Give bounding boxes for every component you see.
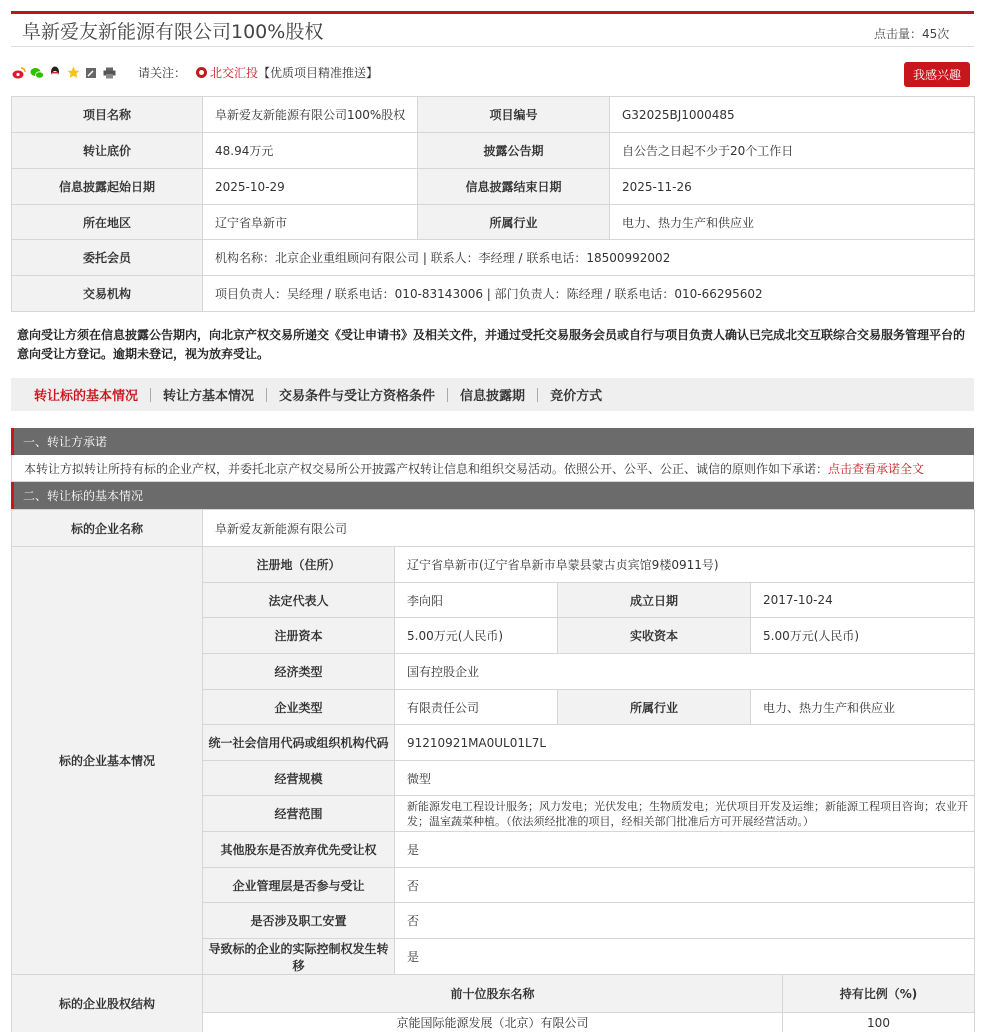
project-name-value: 阜新爱友新能源有限公司100%股权 [203, 97, 418, 133]
tab-target-basic[interactable]: 转让标的基本情况 [34, 389, 139, 404]
trade-org-value: 项目负责人：吴经理 / 联系电话：010-83143006 | 部门负责人：陈经理 / 联系电话：010-66295602 [203, 276, 975, 312]
bjhtou-logo-icon [196, 67, 207, 78]
control-transfer-label: 导致标的企业的实际控制权发生转移 [203, 939, 395, 975]
promise-row [11, 455, 974, 482]
industry-value: 电力、热力生产和供应业 [610, 205, 975, 240]
control-transfer-value: 是 [395, 939, 975, 975]
disclosure-period-label: 披露公告期 [418, 133, 610, 169]
project-name-label: 项目名称 [12, 97, 203, 133]
holding-ratio-header: 持有比例（%) [783, 975, 975, 1013]
star-icon[interactable] [66, 66, 80, 80]
summary-row [12, 276, 975, 312]
brand-link[interactable]: 北交汇投 [210, 66, 259, 80]
waive-preemption-value: 是 [395, 832, 975, 868]
section-title: 一、转让方承诺 [23, 435, 108, 449]
tab-transferor-basic[interactable]: 转让方基本情况 [163, 389, 255, 404]
legal-rep-value: 李向阳 [395, 583, 558, 618]
section-header-promise [11, 428, 974, 455]
company-type-value: 有限责任公司 [395, 690, 558, 725]
edit-icon[interactable] [84, 66, 98, 80]
project-code-value: G32025BJ1000485 [610, 97, 975, 133]
holding-ratio: 100 [783, 1013, 975, 1032]
staff-placement-label: 是否涉及职工安置 [203, 903, 395, 939]
table-row [12, 547, 975, 583]
equity-structure-label: 标的企业股权结构 [12, 975, 203, 1032]
share-bar [12, 64, 378, 81]
legal-rep-label: 法定代表人 [203, 583, 395, 618]
mgmt-participation-value: 否 [395, 868, 975, 903]
section-header-target [11, 482, 974, 509]
reg-capital-label: 注册资本 [203, 618, 395, 654]
summary-row [12, 133, 975, 169]
scale-label: 经营规模 [203, 761, 395, 796]
credit-code-label: 统一社会信用代码或组织机构代码 [203, 725, 395, 761]
company-name-value: 阜新爱友新能源有限公司 [203, 510, 975, 547]
promise-full-text-link[interactable]: 点击查看承诺全文 [828, 461, 925, 476]
credit-code-value: 91210921MA0UL01L7L [395, 725, 975, 761]
disclosure-start-value: 2025-10-29 [203, 169, 418, 205]
reserve-price-value: 48.94万元 [203, 133, 418, 169]
waive-preemption-label: 其他股东是否放弃优先受让权 [203, 832, 395, 868]
business-scope-value: 新能源发电工程设计服务；风力发电；光伏发电；生物质发电；光伏项目开发及运维；新能源工程项目咨询；农业开发；温室蔬菜种植。（依法须经批准的项目，经相关部门批准后方可开展经营活动。） [395, 796, 975, 832]
staff-placement-value: 否 [395, 903, 975, 939]
print-icon[interactable] [102, 66, 116, 80]
company-industry-value: 电力、热力生产和供应业 [751, 690, 975, 725]
member-value: 机构名称：北京企业重组顾问有限公司 | 联系人：李经理 / 联系电话：18500992002 [203, 240, 975, 276]
view-count-value: 45次 [922, 27, 950, 41]
company-industry-label: 所属行业 [558, 690, 751, 725]
tab-divider [537, 388, 538, 402]
econ-type-value: 国有控股企业 [395, 654, 975, 690]
view-count-label: 点击量： [874, 27, 923, 41]
summary-row [12, 240, 975, 276]
table-row [12, 510, 975, 547]
disclosure-start-label: 信息披露起始日期 [12, 169, 203, 205]
member-label: 委托会员 [12, 240, 203, 276]
paid-capital-value: 5.00万元(人民币) [751, 618, 975, 654]
company-type-label: 企业类型 [203, 690, 395, 725]
wechat-icon[interactable] [30, 66, 44, 80]
mgmt-participation-label: 企业管理层是否参与受让 [203, 868, 395, 903]
reg-address-label: 注册地（住所） [203, 547, 395, 583]
region-label: 所在地区 [12, 205, 203, 240]
company-name-label: 标的企业名称 [12, 510, 203, 547]
section-tabs [11, 378, 974, 411]
brand-slogan: 【优质项目精准推送】 [258, 66, 379, 80]
scale-value: 微型 [395, 761, 975, 796]
tab-bidding-method[interactable]: 竞价方式 [550, 389, 603, 404]
registration-notice: 意向受让方须在信息披露公告期内，向北京产权交易所递交《受让申请书》及相关文件，并通过受托交易服务会员或自行与项目负责人确认已完成北交互联综合交易服务管理平台的意向受让方登记。逾期未登记，视为放弃受让。 [17, 328, 966, 361]
shareholder-name: 京能国际能源发展（北京）有限公司 [203, 1013, 783, 1032]
interest-button[interactable]: 我感兴趣 [904, 62, 970, 87]
target-company-table [11, 509, 975, 975]
industry-label: 所属行业 [418, 205, 610, 240]
qq-icon[interactable] [48, 66, 62, 80]
table-row [12, 975, 975, 1013]
disclosure-end-value: 2025-11-26 [610, 169, 975, 205]
company-basic-label: 标的企业基本情况 [12, 547, 203, 975]
tab-disclosure-period[interactable]: 信息披露期 [460, 389, 526, 404]
business-scope-label: 经营范围 [203, 796, 395, 832]
region-value: 辽宁省阜新市 [203, 205, 418, 240]
paid-capital-label: 实收资本 [558, 618, 751, 654]
project-code-label: 项目编号 [418, 97, 610, 133]
found-date-value: 2017-10-24 [751, 583, 975, 618]
reg-address-value: 辽宁省阜新市(辽宁省阜新市阜蒙县蒙古贞宾馆9楼0911号) [395, 547, 975, 583]
summary-row [12, 205, 975, 240]
reg-capital-value: 5.00万元(人民币) [395, 618, 558, 654]
section-title: 二、转让标的基本情况 [23, 489, 144, 503]
shareholder-name-header: 前十位股东名称 [203, 975, 783, 1013]
disclosure-end-label: 信息披露结束日期 [418, 169, 610, 205]
weibo-icon[interactable] [12, 66, 26, 80]
econ-type-label: 经济类型 [203, 654, 395, 690]
top-accent-line [11, 11, 974, 14]
promise-text: 本转让方拟转让所持有标的企业产权，并委托北京产权交易所公开披露产权转让信息和组织交易活动。依照公开、公平、公正、诚信的原则作如下承诺： [24, 461, 829, 476]
tab-trade-conditions[interactable]: 交易条件与受让方资格条件 [279, 389, 436, 404]
follow-label: 请关注： [138, 66, 187, 80]
summary-row [12, 97, 975, 133]
disclosure-period-value: 自公告之日起不少于20个工作日 [610, 133, 975, 169]
summary-table [11, 96, 975, 312]
page-title: 阜新爱友新能源有限公司100%股权 [22, 21, 324, 43]
equity-structure-table [11, 974, 975, 1032]
view-count [874, 25, 949, 42]
tab-divider [150, 388, 151, 402]
found-date-label: 成立日期 [558, 583, 751, 618]
tab-divider [447, 388, 448, 402]
tab-divider [266, 388, 267, 402]
trade-org-label: 交易机构 [12, 276, 203, 312]
summary-row [12, 169, 975, 205]
title-divider [11, 46, 974, 47]
reserve-price-label: 转让底价 [12, 133, 203, 169]
